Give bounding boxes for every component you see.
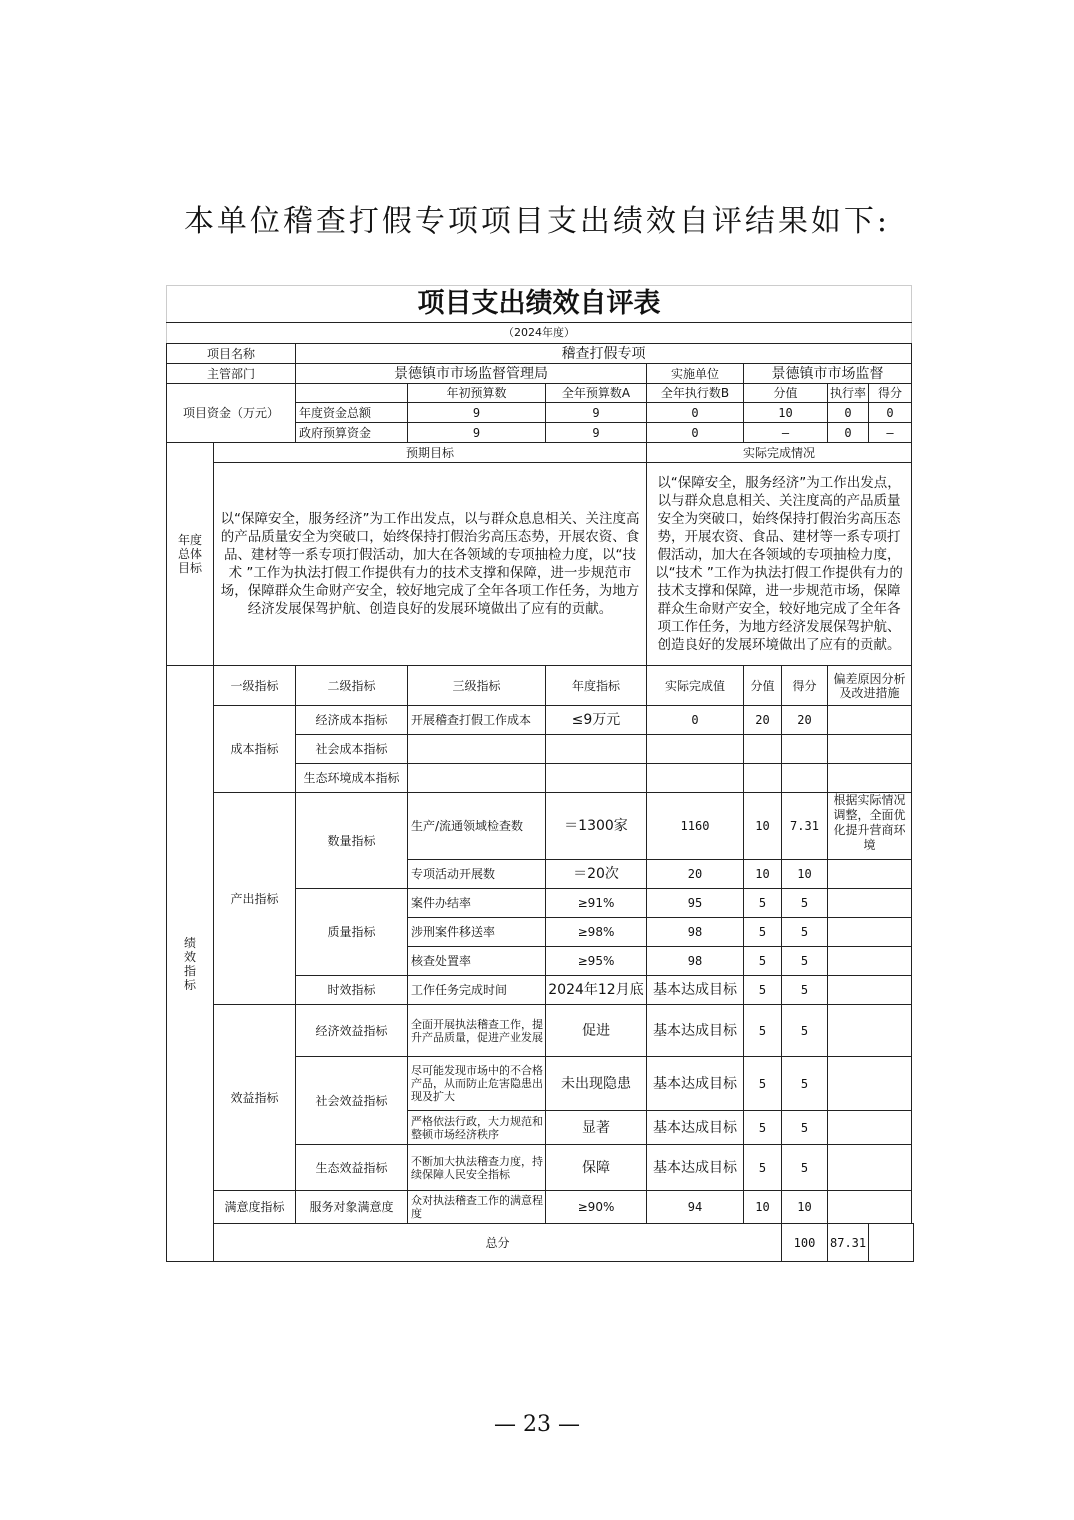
col-points: 得分 [869,384,912,403]
col-score: 分值 [744,384,828,403]
benefit-s2-actual: 基本达成目标 [647,1111,744,1145]
hdr-reason: 偏差原因分析及改进措施 [828,666,912,706]
output-m1-l3: 案件办结率 [408,889,546,918]
cost-econ-actual: 0 [647,706,744,735]
hdr-score: 分值 [744,666,782,706]
page-number: — 23 — [494,1412,580,1437]
goal-actual-header: 实际完成情况 [647,443,912,463]
page-heading: 本单位稽查打假专项项目支出绩效自评结果如下: [183,204,891,239]
row-gov-rate: 0 [828,423,869,443]
hdr-actual: 实际完成值 [647,666,744,706]
output-m3-score: 5 [744,947,782,976]
benefit-s1-l3: 尽可能发现市场中的不合格产品，从而防止危害隐患出现及扩大 [408,1057,546,1111]
row-total-full: 9 [546,403,647,423]
output-m3-l3: 核查处置率 [408,947,546,976]
output-q1-target: ＝1300家 [546,793,647,860]
benefit-s2-points: 5 [782,1111,828,1145]
output-m3-actual: 98 [647,947,744,976]
output-m1-target: ≥91% [546,889,647,918]
benefit-eco-l2: 生态效益指标 [296,1145,408,1191]
satisfaction-l3: 众对执法稽查工作的满意程度 [408,1191,546,1224]
output-q2-l3: 专项活动开展数 [408,860,546,889]
impl-label: 实施单位 [647,364,744,384]
output-t1-points: 5 [782,976,828,1005]
evaluation-form [166,285,914,1268]
hdr-target: 年度指标 [546,666,647,706]
cost-econ-points: 20 [782,706,828,735]
output-time-l2: 时效指标 [296,976,408,1005]
output-q1-points: 7.31 [782,793,828,860]
output-q1-score: 10 [744,793,782,860]
benefit-s1-points: 5 [782,1057,828,1111]
evaluation-table [166,285,914,1262]
project-name-label: 项目名称 [167,344,296,364]
cost-econ-target: ≤9万元 [546,706,647,735]
output-m1-score: 5 [744,889,782,918]
output-q1-reason: 根据实际情况调整，全面优化提升营商环境 [828,793,912,860]
benefit-g1-points: 5 [782,1145,828,1191]
goal-expected-text: 以“保障安全，服务经济”为工作出发点，以与群众息息相关、关注度高的产品质量安全为突破口，始终保持打假治劣高压态势，开展农资、食品、建材等一系专项打假活动，加大在各领域的专项抽检力度，以“技术 ”工作为执法打假工作提供有力的技术支撑和保障，进一步规范市场，保障群众生命财产安全，较好地完成了全年各项工作任务，为地方经济发展保驾护航、创造良好的发展环境做出了应有的贡献。 [214,463,647,666]
satisfaction-points: 10 [782,1191,828,1224]
cost-econ-l2: 经济成本指标 [296,706,408,735]
output-m3-points: 5 [782,947,828,976]
output-m1-actual: 95 [647,889,744,918]
row-total-points: 0 [869,403,912,423]
output-q1-l3: 生产/流通领域检查数 [408,793,546,860]
form-year: （2024年度） [167,323,912,344]
col-initial: 年初预算数 [408,384,546,403]
impl-value: 景德镇市市场监督 [744,364,912,384]
benefit-e1-score: 5 [744,1005,782,1057]
satisfaction-l1: 满意度指标 [214,1191,296,1224]
hdr-l3: 三级指标 [408,666,546,706]
hdr-l1: 一级指标 [214,666,296,706]
output-q2-actual: 20 [647,860,744,889]
output-l1: 产出指标 [214,793,296,1005]
col-exec: 全年执行数B [647,384,744,403]
satisfaction-l2: 服务对象满意度 [296,1191,408,1224]
output-q2-score: 10 [744,860,782,889]
col-full: 全年预算数A [546,384,647,403]
form-title: 项目支出绩效自评表 [167,286,912,323]
funds-label: 项目资金（万元） [167,384,296,443]
output-t1-l3: 工作任务完成时间 [408,976,546,1005]
benefit-s2-score: 5 [744,1111,782,1145]
benefit-s2-l3: 严格依法行政，大力规范和整顿市场经济秩序 [408,1111,546,1145]
benefit-g1-actual: 基本达成目标 [647,1145,744,1191]
output-m2-actual: 98 [647,918,744,947]
output-quality-l2: 质量指标 [296,889,408,976]
benefit-s1-actual: 基本达成目标 [647,1057,744,1111]
output-m2-points: 5 [782,918,828,947]
row-gov-score: — [744,423,828,443]
hdr-l2: 二级指标 [296,666,408,706]
cost-econ-l3: 开展稽查打假工作成本 [408,706,546,735]
row-total-initial: 9 [408,403,546,423]
satisfaction-score: 10 [744,1191,782,1224]
benefit-g1-score: 5 [744,1145,782,1191]
output-t1-actual: 基本达成目标 [647,976,744,1005]
row-gov-initial: 9 [408,423,546,443]
output-q2-points: 10 [782,860,828,889]
benefit-e1-target: 促进 [546,1005,647,1057]
output-m1-points: 5 [782,889,828,918]
perf-label: 绩效指标 [167,666,214,1262]
benefit-e1-l3: 全面开展执法稽查工作，提升产品质量，促进产业发展 [408,1005,546,1057]
output-qty-l2: 数量指标 [296,793,408,889]
cost-eco-l2: 生态环境成本指标 [296,764,408,793]
output-m2-score: 5 [744,918,782,947]
output-t1-target: 2024年12月底 [546,976,647,1005]
hdr-points: 得分 [782,666,828,706]
dept-value: 景德镇市市场监督管理局 [296,364,647,384]
total-points: 87.31 [828,1224,869,1262]
benefit-g1-l3: 不断加大执法稽查力度，持续保障人民安全指标 [408,1145,546,1191]
row-gov-exec: 0 [647,423,744,443]
row-total-exec: 0 [647,403,744,423]
benefit-e1-points: 5 [782,1005,828,1057]
benefit-g1-target: 保障 [546,1145,647,1191]
satisfaction-actual: 94 [647,1191,744,1224]
total-label: 总分 [214,1224,782,1262]
row-gov-points: — [869,423,912,443]
row-gov-full: 9 [546,423,647,443]
benefit-l1: 效益指标 [214,1005,296,1191]
cost-l1: 成本指标 [214,706,296,793]
cost-econ-score: 20 [744,706,782,735]
dept-label: 主管部门 [167,364,296,384]
benefit-s2-target: 显著 [546,1111,647,1145]
cost-social-l2: 社会成本指标 [296,735,408,764]
output-q2-target: ＝20次 [546,860,647,889]
output-m3-target: ≥95% [546,947,647,976]
goal-label: 年度总体目标 [167,443,214,666]
project-name: 稽查打假专项 [296,344,912,364]
satisfaction-target: ≥90% [546,1191,647,1224]
goal-expected-header: 预期目标 [214,443,647,463]
row-gov-label: 政府预算资金 [296,423,408,443]
output-t1-score: 5 [744,976,782,1005]
output-q1-actual: 1160 [647,793,744,860]
col-rate: 执行率 [828,384,869,403]
row-total-label: 年度资金总额 [296,403,408,423]
goal-actual-text: 以“保障安全，服务经济”为工作出发点，以与群众息息相关、关注度高的产品质量安全为突破口，始终保持打假治劣高压态势，开展农资、食品、建材等一系专项打假活动，加大在各领域的专项抽检力度，以“技术 ”工作为执法打假工作提供有力的技术支撑和保障，进一步规范市场，保障群众生命财产安全，较好地完成了全年各项工作任务，为地方经济发展保驾护航、创造良好的发展环境做出了应有的贡献。 [647,463,912,666]
benefit-e1-actual: 基本达成目标 [647,1005,744,1057]
row-total-score: 10 [744,403,828,423]
benefit-s1-score: 5 [744,1057,782,1111]
output-m2-target: ≥98% [546,918,647,947]
benefit-econ-l2: 经济效益指标 [296,1005,408,1057]
benefit-s1-target: 未出现隐患 [546,1057,647,1111]
benefit-social-l2: 社会效益指标 [296,1057,408,1145]
total-score: 100 [782,1224,828,1262]
output-m2-l3: 涉刑案件移送率 [408,918,546,947]
row-total-rate: 0 [828,403,869,423]
